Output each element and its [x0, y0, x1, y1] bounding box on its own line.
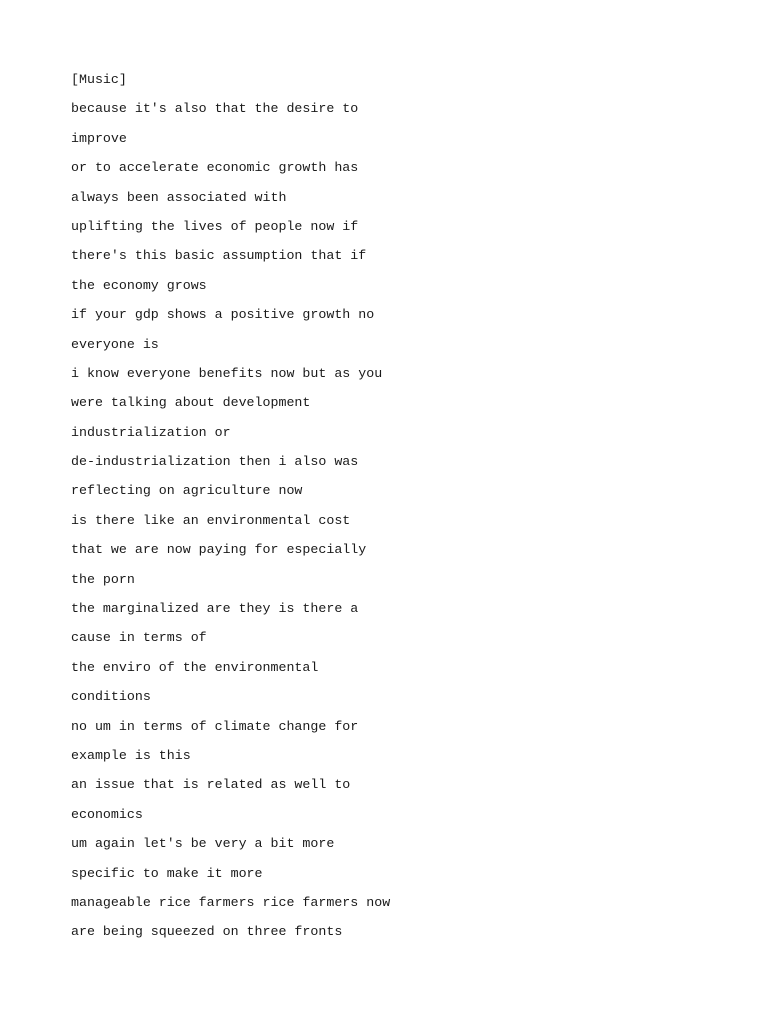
transcript-line: uplifting the lives of people now if — [71, 218, 359, 234]
transcript-line: conditions — [71, 689, 151, 705]
transcript-line: economics — [71, 806, 143, 822]
transcript-line: everyone is — [71, 336, 159, 352]
transcript-line: are being squeezed on three fronts — [71, 924, 343, 940]
transcript-line: improve — [71, 130, 127, 146]
transcript-line: i know everyone benefits now but as you — [71, 365, 383, 381]
transcript-line: [Music] — [71, 72, 127, 87]
transcript-line: manageable rice farmers rice farmers now — [71, 894, 391, 910]
transcript-line: that we are now paying for especially — [71, 542, 367, 558]
transcript-line: reflecting on agriculture now — [71, 483, 303, 499]
transcript-line: always been associated with — [71, 189, 287, 205]
transcript-line: there's this basic assumption that if — [71, 248, 367, 264]
transcript-line: the enviro of the environmental — [71, 659, 319, 675]
transcript-line: cause in terms of — [71, 630, 207, 646]
transcript-line: example is this — [71, 747, 191, 763]
transcript-line: the economy grows — [71, 277, 207, 293]
transcript-line: an issue that is related as well to — [71, 777, 351, 793]
transcript-line: de-industrialization then i also was — [71, 454, 359, 470]
transcript-line: specific to make it more — [71, 865, 263, 881]
transcript-line: is there like an environmental cost — [71, 512, 351, 528]
transcript-line: because it's also that the desire to — [71, 101, 359, 117]
transcript-line: no um in terms of climate change for — [71, 718, 359, 734]
transcript-line: or to accelerate economic growth has — [71, 160, 359, 176]
transcript-line: were talking about development — [71, 395, 311, 411]
transcript-line: the marginalized are they is there a — [71, 601, 359, 617]
transcript-line: um again let's be very a bit more — [71, 836, 335, 852]
transcript-line: if your gdp shows a positive growth no — [71, 307, 375, 323]
transcript-line: the porn — [71, 571, 135, 587]
transcript-line: industrialization or — [71, 424, 231, 440]
